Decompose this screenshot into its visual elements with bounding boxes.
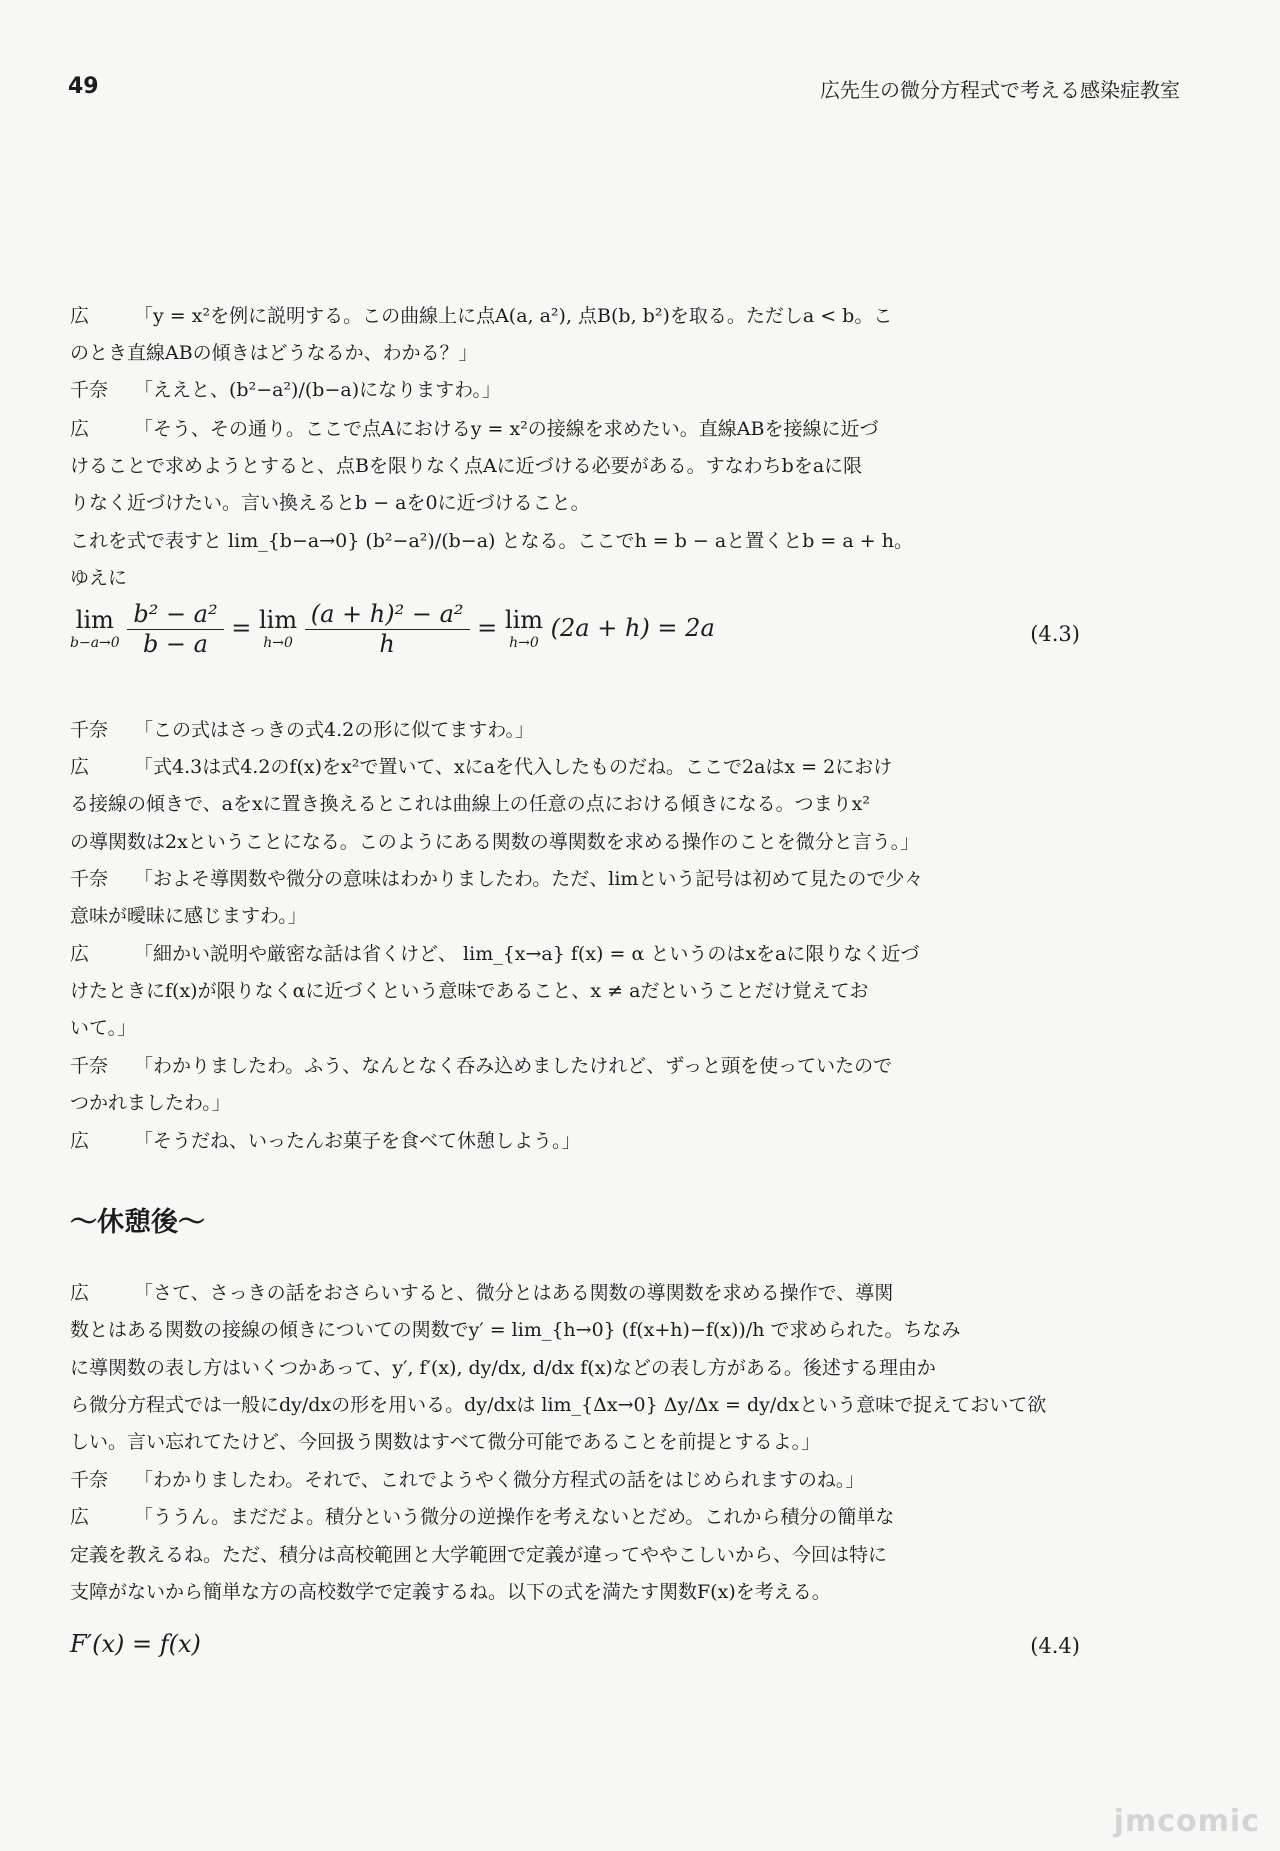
- dialogue-text: の導関数は2xということになる。このようにある関数の導関数を求める操作のことを微分と言う。」: [70, 831, 920, 853]
- dialogue-line: [70, 861, 1190, 898]
- dialogue-line: [70, 485, 1190, 522]
- dialogue-line: [70, 824, 1190, 861]
- equation-body: F′(x) = f(x): [70, 1630, 201, 1658]
- dialogue-text: 「y = x²を例に説明する。この曲線上に点A(a, a²), 点B(b, b²)を取る。ただしa < b。こ: [134, 305, 893, 327]
- speaker-hiro: 広: [70, 1130, 90, 1152]
- dialogue-text: 「ううん。まだだよ。積分という微分の逆操作を考えないとだめ。これから積分の簡単な: [134, 1506, 895, 1528]
- speaker-hiro: 広: [70, 418, 90, 440]
- dialogue-text: 「そうだね、いったんお菓子を食べて休憩しよう。」: [134, 1130, 581, 1152]
- dialogue-text: 「わかりましたわ。それで、これでようやく微分方程式の話をはじめられますのね。」: [134, 1469, 865, 1491]
- speaker-hiro: 広: [70, 943, 90, 965]
- dialogue-text: つかれましたわ。」: [70, 1092, 231, 1114]
- dialogue-line: [70, 1462, 1190, 1499]
- speaker-china: 千奈: [70, 379, 109, 401]
- dialogue-text: 支障がないから簡単な方の高校数学で定義するね。以下の式を満たす関数F(x)を考える。: [70, 1581, 831, 1603]
- limit-operator: lim h→0: [259, 606, 298, 652]
- limit-operator: lim b−a→0: [70, 606, 120, 652]
- dialogue-text: りなく近づけたい。言い換えるとb − aを0に近づけること。: [70, 492, 590, 514]
- equation-tail: (2a + h) = 2a: [550, 613, 715, 642]
- dialogue-text: 数とはある関数の接線の傾きについての関数でy′ = lim_{h→0} (f(x+h)−f(x))/h で求められた。ちなみ: [70, 1319, 961, 1341]
- dialogue-line: [70, 560, 1190, 597]
- equation-4-4: [70, 1630, 1180, 1670]
- speaker-hiro: 広: [70, 1282, 90, 1304]
- dialogue-text: 「ええと、(b²−a²)/(b−a)になりますわ。」: [134, 379, 501, 401]
- dialogue-line: [70, 448, 1190, 485]
- dialogue-line: [70, 1387, 1190, 1424]
- dialogue-line: [70, 1010, 1190, 1047]
- dialogue-text: しい。言い忘れてたけど、今回扱う関数はすべて微分可能であることを前提とするよ。」: [70, 1431, 821, 1453]
- dialogue-text: に導関数の表し方はいくつかあって、y′, f′(x), dy/dx, d/dx f(x)などの表し方がある。後述する理由か: [70, 1357, 936, 1379]
- dialogue-text: けることで求めようとすると、点Bを限りなく点Aに近づける必要がある。すなわちbをaに限: [70, 455, 863, 477]
- speaker-china: 千奈: [70, 1055, 109, 1077]
- dialogue-text: 意味が曖昧に感じますわ。」: [70, 905, 307, 927]
- fraction: $\frac{\text{(a + h)² − a²}}{h}$: [305, 600, 470, 659]
- limit-operator: lim h→0: [504, 606, 544, 652]
- dialogue-text: 「わかりましたわ。ふう、なんとなく呑み込めましたけれど、ずっと頭を使っていたので: [134, 1055, 893, 1077]
- dialogue-text: 「細かい説明や厳密な話は省くけど、 lim_{x→a} f(x) = α というのはxをaに限りなく近づ: [134, 943, 920, 965]
- equation-4-3: lim b−a→0 $\frac{\text{b² − a²}}{b - a}$ = lim h→0 $\frac{\text{(a + h)² − a²}}{h}$ = lim h→0 (2a + h) = 2a (4.3): [70, 600, 1080, 658]
- dialogue-line: [70, 1499, 1190, 1536]
- dialogue-text: 「さて、さっきの話をおさらいすると、微分とはある関数の導関数を求める操作で、導関: [134, 1282, 894, 1304]
- dialogue-line: [70, 335, 1190, 372]
- dialogue-text: のとき直線ABの傾きはどうなるか、わかる？」: [70, 342, 478, 364]
- dialogue-line: [70, 298, 1190, 335]
- dialogue-line: [70, 411, 1190, 448]
- dialogue-line: [70, 786, 1190, 823]
- dialogue-text: これを式で表すと lim_{b−a→0} (b²−a²)/(b−a) となる。ここでh = b − aと置くとb = a + h。: [70, 530, 913, 552]
- dialogue-text: 「およそ導関数や微分の意味はわかりましたわ。ただ、limという記号は初めて見たので少々: [134, 868, 924, 890]
- dialogue-line: [70, 712, 1190, 749]
- dialogue-text: いて。」: [70, 1017, 137, 1039]
- dialogue-line: [70, 1123, 1190, 1160]
- fraction: $\frac{\text{b² − a²}}{b - a}$: [127, 600, 223, 659]
- dialogue-line: [70, 372, 1190, 409]
- running-title: 広先生の微分方程式で考える感染症教室: [820, 78, 1180, 102]
- speaker-china: 千奈: [70, 868, 109, 890]
- dialogue-line: [70, 936, 1190, 973]
- dialogue-line: [70, 1048, 1190, 1085]
- dialogue-text: る接線の傾きで、aをxに置き換えるとこれは曲線上の任意の点における傾きになる。つまりx²: [70, 793, 870, 815]
- dialogue-line: [70, 1275, 1190, 1312]
- dialogue-text: ら微分方程式では一般にdy/dxの形を用いる。dy/dxは lim_{Δx→0} Δy/Δx = dy/dxという意味で捉えておいて欲: [70, 1394, 1047, 1416]
- dialogue-line: [70, 898, 1190, 935]
- dialogue-line: [70, 1350, 1190, 1387]
- speaker-china: 千奈: [70, 1469, 109, 1491]
- dialogue-line: [70, 1312, 1190, 1349]
- speaker-hiro: 広: [70, 305, 90, 327]
- dialogue-text: 「この式はさっきの式4.2の形に似てますわ。」: [134, 719, 534, 741]
- dialogue-line: [70, 1574, 1190, 1611]
- watermark-logo: jmcomic: [1113, 1804, 1260, 1839]
- equation-number: (4.4): [1030, 1634, 1080, 1658]
- dialogue-text: けたときにf(x)が限りなくαに近づくという意味であること、x ≠ aだということだけ覚えてお: [70, 980, 869, 1002]
- dialogue-text: 「式4.3は式4.2のf(x)をx²で置いて、xにaを代入したものだね。ここで2aはx = 2におけ: [134, 756, 893, 778]
- dialogue-line: [70, 973, 1190, 1010]
- dialogue-text: 定義を教えるね。ただ、積分は高校範囲と大学範囲で定義が違ってややこしいから、今回は特に: [70, 1544, 888, 1566]
- dialogue-line: [70, 749, 1190, 786]
- equation-number: (4.3): [1030, 622, 1080, 646]
- speaker-china: 千奈: [70, 719, 109, 741]
- section-heading: 〜休憩後〜: [70, 1207, 205, 1238]
- speaker-hiro: 広: [70, 756, 90, 778]
- dialogue-line: [70, 1424, 1190, 1461]
- speaker-hiro: 広: [70, 1506, 90, 1528]
- dialogue-text: ゆえに: [70, 567, 128, 589]
- dialogue-line: [70, 1085, 1190, 1122]
- page-number: 49: [68, 74, 99, 99]
- dialogue-line: [70, 523, 1190, 560]
- dialogue-line: [70, 1537, 1190, 1574]
- dialogue-text: 「そう、その通り。ここで点Aにおけるy = x²の接線を求めたい。直線ABを接線に近づ: [134, 418, 879, 440]
